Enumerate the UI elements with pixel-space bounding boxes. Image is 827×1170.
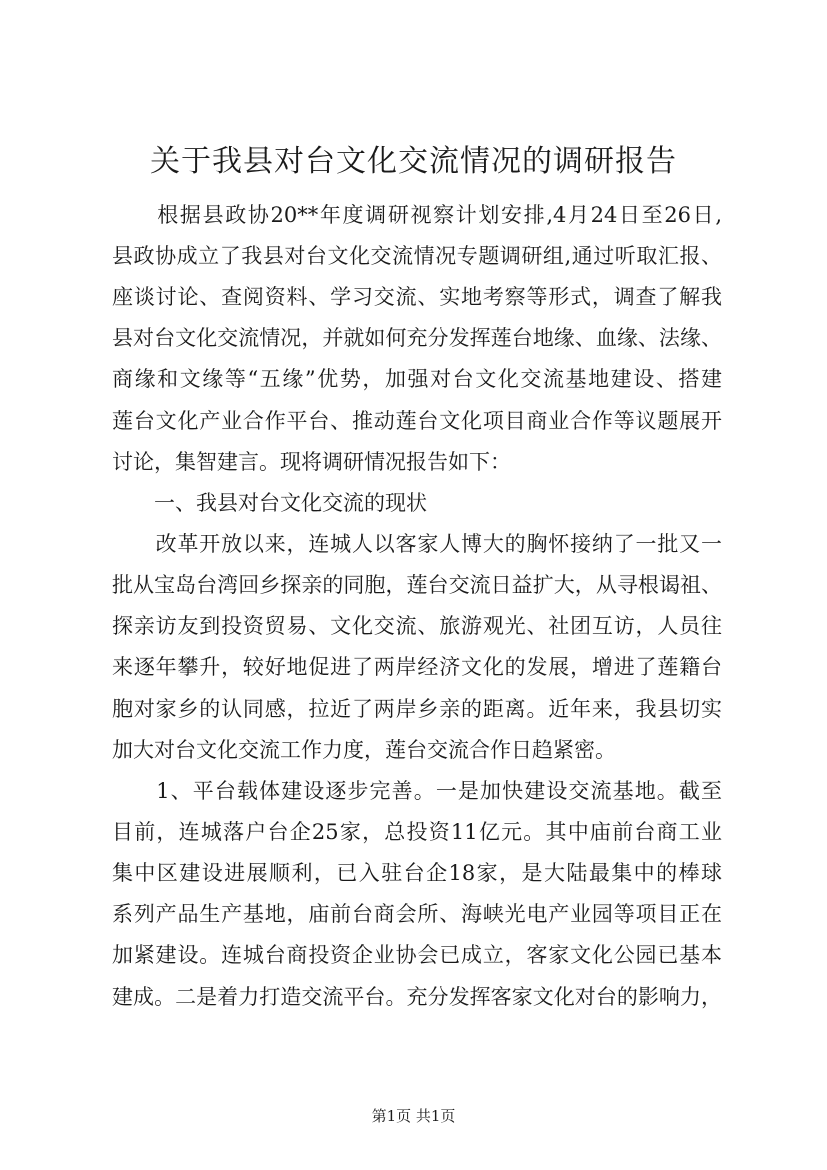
- body-line: 根据县政协20**年度调研视察计划安排,4月24日至26日,: [112, 203, 722, 227]
- page-footer: 第1页 共1页: [371, 1107, 456, 1125]
- body-line: 县政协成立了我县对台文化交流情况专题调研组,通过听取汇报、: [112, 244, 722, 268]
- body-line: 系列产品生产基地，庙前台商会所、海峡光电产业园等项目正在: [112, 902, 722, 926]
- body-line: 加大对台文化交流工作力度，莲台交流合作日趋紧密。: [112, 738, 616, 762]
- body-line: 加紧建设。连城台商投资企业协会已成立，客家文化公园已基本: [112, 943, 722, 967]
- body-line: 批从宝岛台湾回乡探亲的同胞，莲台交流日益扩大，从寻根谒祖、: [112, 573, 722, 597]
- body-line: 胞对家乡的认同感，拉近了两岸乡亲的距离。近年来，我县切实: [112, 697, 722, 721]
- body-line: 集中区建设进展顺利，已入驻台企18家，是大陆最集中的棒球: [112, 861, 722, 885]
- body-line: 商缘和文缘等“五缘”优势，加强对台文化交流基地建设、搭建: [112, 367, 722, 391]
- body-line: 探亲访友到投资贸易、文化交流、旅游观光、社团互访，人员往: [112, 614, 722, 638]
- body-line: 莲台文化产业合作平台、推动莲台文化项目商业合作等议题展开: [112, 409, 722, 433]
- body-line: 座谈讨论、查阅资料、学习交流、实地考察等形式，调查了解我: [112, 285, 722, 309]
- body-line: 讨论，集智建言。现将调研情况报告如下：: [112, 450, 511, 474]
- body-line: 建成。二是着力打造交流平台。充分发挥客家文化对台的影响力，: [112, 985, 722, 1009]
- body-line: 来逐年攀升，较好地促进了两岸经济文化的发展，增进了莲籍台: [112, 655, 722, 679]
- body-line: 1、平台载体建设逐步完善。一是加快建设交流基地。截至: [112, 779, 722, 803]
- section-heading: 一、我县对台文化交流的现状: [112, 491, 427, 515]
- document-title: 关于我县对台文化交流情况的调研报告: [150, 144, 677, 179]
- body-line: 县对台文化交流情况，并就如何充分发挥莲台地缘、血缘、法缘、: [112, 326, 722, 350]
- body-line: 改革开放以来，连城人以客家人博大的胸怀接纳了一批又一: [112, 532, 722, 556]
- body-line: 目前，连城落户台企25家，总投资11亿元。其中庙前台商工业: [112, 820, 722, 844]
